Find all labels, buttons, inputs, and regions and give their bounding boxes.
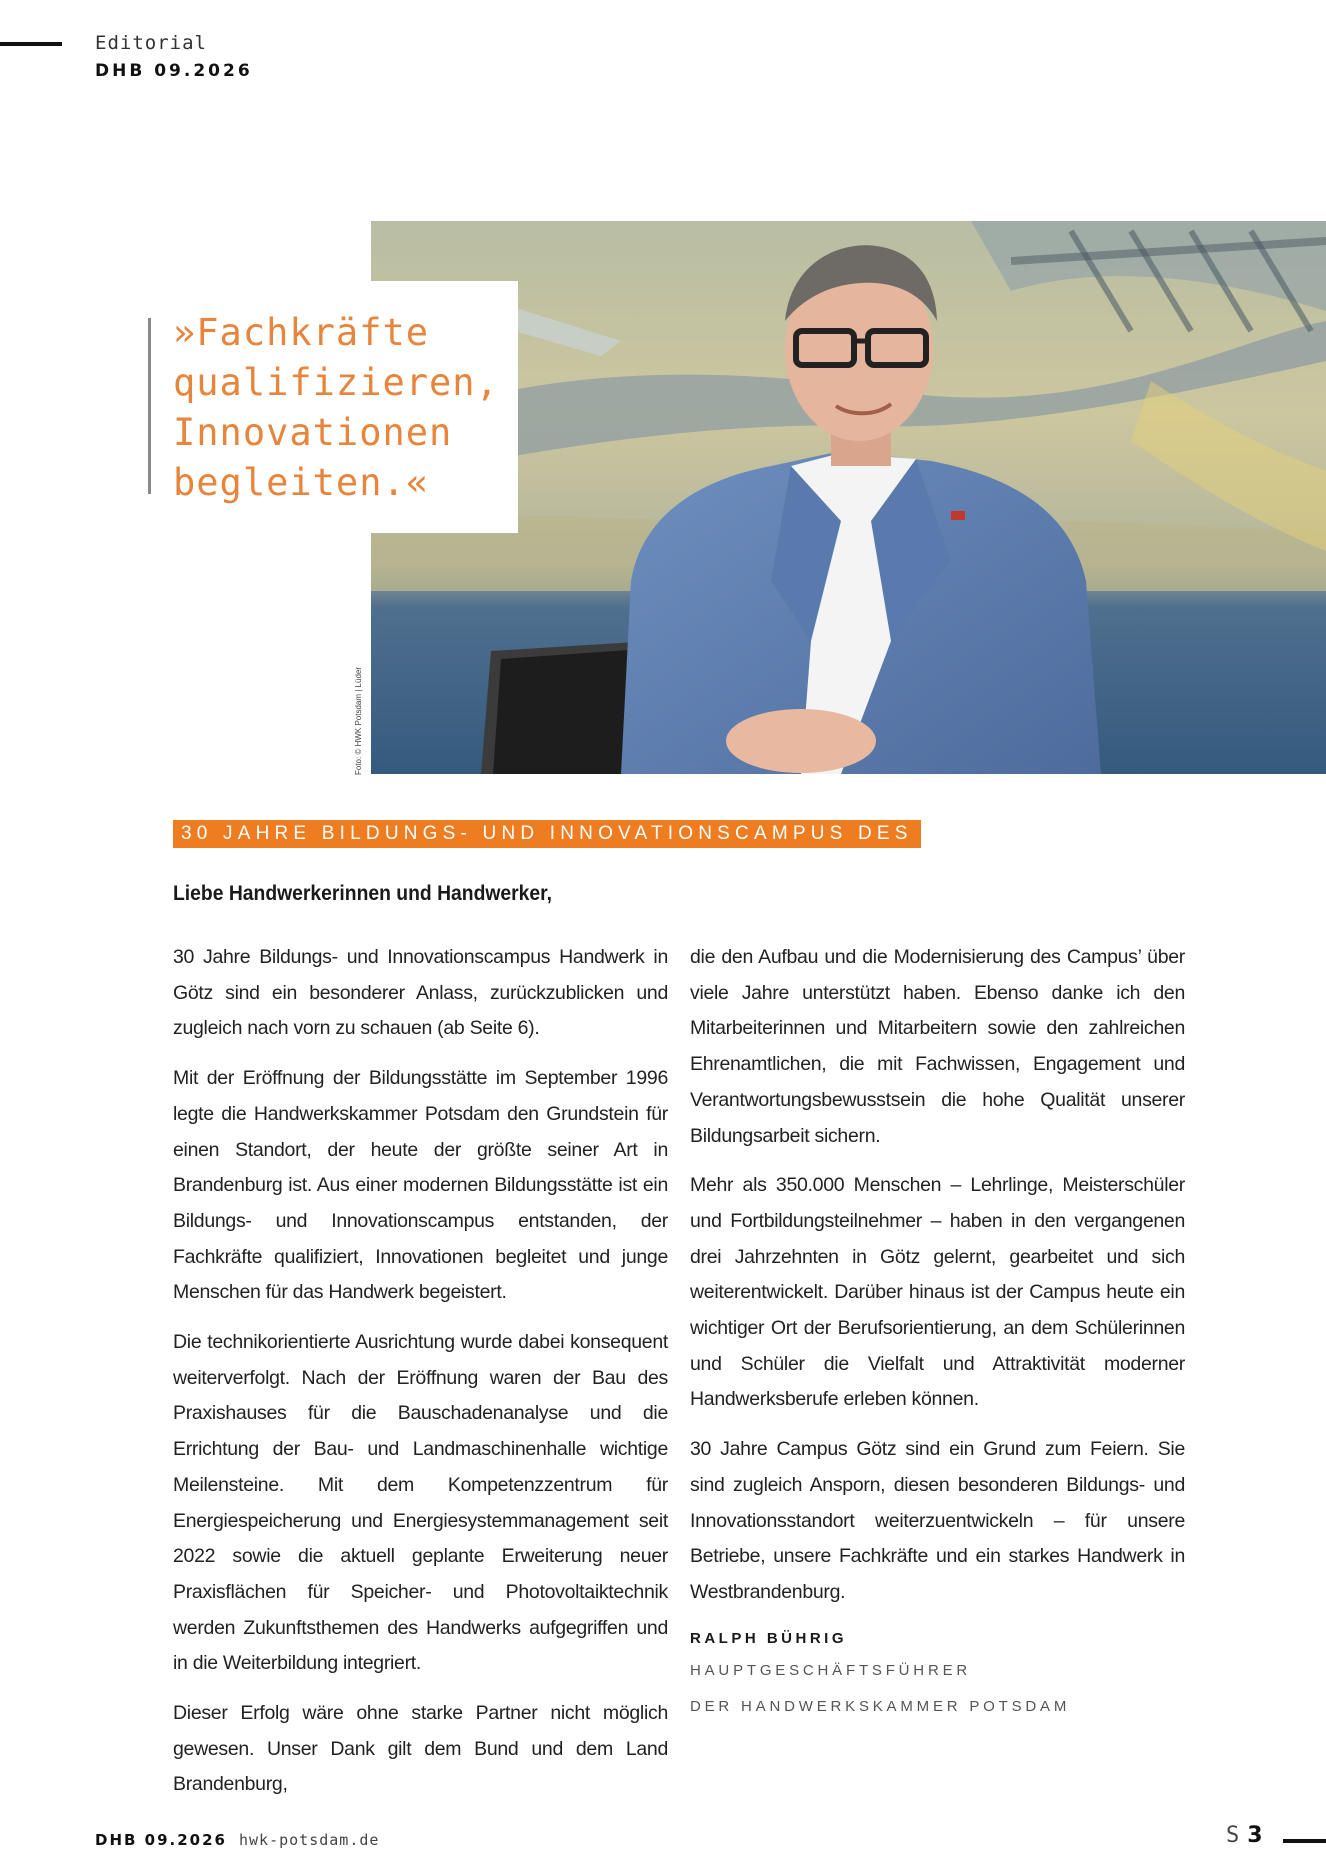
quote-line: begleiten.« bbox=[173, 461, 430, 504]
paragraph: 30 Jahre Campus Götz sind ein Grund zum Feiern. Sie sind zugleich Ansporn, diesen besonderen Bildungs- und Innovationsstandort weiterzuentwickeln – für unsere Betriebe, unsere Fachkräfte und ein starkes Handwerk in Westbrandenburg. bbox=[690, 1438, 1185, 1603]
paragraph: Mit der Eröffnung der Bildungsstätte im September 1996 legte die Handwerkskammer Potsdam den Grundstein für einen Standort, der heute der größte seiner Art in Brandenburg ist. Aus einer modernen Bildungsstätte ist ein Bildungs- und Innovationscampus entstanden, der Fachkräfte qualifiziert, Innovationen begleitet und junge Menschen für das Handwerk begeistert. bbox=[173, 1067, 668, 1304]
footer-rule bbox=[1283, 1839, 1326, 1843]
body-column-left bbox=[173, 940, 668, 1817]
quote-line: »Fachkräfte bbox=[173, 311, 430, 354]
kicker-headline: 30 JAHRE BILDUNGS- UND INNOVATIONSCAMPUS DES HANDWERKS bbox=[173, 820, 921, 848]
quote-line: Innovationen bbox=[173, 411, 453, 454]
paragraph: Mehr als 350.000 Menschen – Lehrlinge, Meisterschüler und Fortbildungsteilnehmer – haben in den vergangenen drei Jahrzehnten in Götz gelernt, gearbeitet und sich weiterentwickelt. Darüber hinaus ist der Campus heute ein wichtiger Ort der Berufsorientierung, an dem Schülerinnen und Schüler die Vielfalt und Attraktivität moderner Handwerksberufe erleben können. bbox=[690, 1174, 1185, 1411]
quote-line: qualifizieren, bbox=[173, 361, 499, 404]
page-number bbox=[1226, 1823, 1263, 1848]
footer-url: hwk-potsdam.de bbox=[238, 1831, 380, 1849]
signature-role: HAUPTGESCHÄFTSFÜHRER bbox=[690, 1661, 972, 1679]
quote-bar bbox=[148, 318, 151, 494]
body-column-right bbox=[690, 940, 1185, 1725]
issue-label: DHB 09.2026 bbox=[95, 61, 253, 81]
footer bbox=[95, 1831, 379, 1849]
footer-issue: DHB 09.2026 bbox=[95, 1831, 227, 1849]
paragraph: 30 Jahre Bildungs- und Innovationscampus Handwerk in Götz sind ein besonderer Anlass, zurückzublicken und zugleich nach vorn zu schauen (ab Seite 6). bbox=[173, 946, 668, 1040]
page-prefix: S bbox=[1226, 1823, 1240, 1848]
paragraph: Dieser Erfolg wäre ohne starke Partner nicht möglich gewesen. Unser Dank gilt dem Bund und dem Land Brandenburg, bbox=[173, 1702, 668, 1796]
salutation: Liebe Handwerkerinnen und Handwerker, bbox=[173, 882, 552, 905]
signature-organization: DER HANDWERKSKAMMER POTSDAM bbox=[690, 1697, 1071, 1715]
page-number-value: 3 bbox=[1247, 1823, 1263, 1848]
photo-credit: Foto: © HWK Potsdam | Lüder bbox=[354, 666, 363, 775]
pull-quote bbox=[173, 308, 513, 508]
paragraph: Die technikorientierte Ausrichtung wurde dabei konsequent weiterverfolgt. Nach der Eröffnung waren der Bau des Praxishauses für die Bauschadenanalyse und die Errichtung der Bau- und Landmaschinenhalle wichtige Meilensteine. Mit dem Kompetenzzentrum für Energiespeicherung und Energiesystemmanagement seit 2022 sowie die aktuell geplante Erweiterung neuer Praxisflächen für Speicher- und Photovoltaiktechnik werden Zukunftsthemen des Handwerks aufgegriffen und in die Weiterbildung integriert. bbox=[173, 1331, 668, 1675]
signature-name: RALPH BÜHRIG bbox=[690, 1629, 847, 1647]
paragraph: die den Aufbau und die Modernisierung des Campus’ über viele Jahre unterstützt haben. Ebenso danke ich den Mitarbeiterinnen und Mitarbeitern sowie den zahlreichen Ehrenamtlichen, die mit Fachwissen, Engagement und Verantwortungsbewusstsein die hohe Qualität unserer Bildungsarbeit sichern. bbox=[690, 946, 1185, 1147]
header-rule bbox=[0, 42, 62, 46]
section-label: Editorial bbox=[95, 32, 207, 54]
